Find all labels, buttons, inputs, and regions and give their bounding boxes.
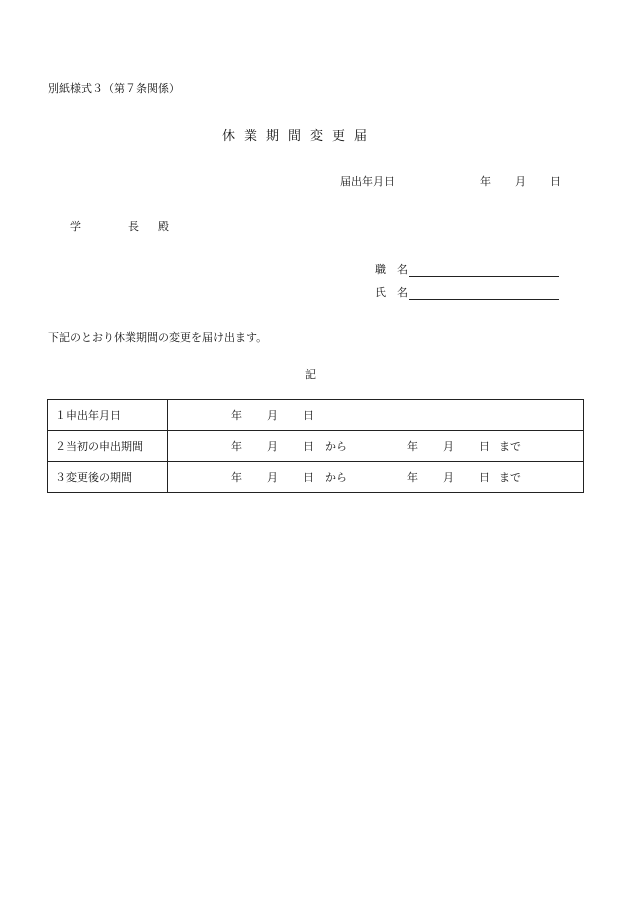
row-values[interactable] <box>168 400 584 431</box>
month-unit: 月 <box>267 440 278 453</box>
row-label: ３変更後の期間 <box>48 462 168 493</box>
table-row <box>48 431 584 462</box>
year-unit: 年 <box>231 471 242 484</box>
table-row <box>48 462 584 493</box>
from-text: から <box>325 440 347 453</box>
to-text: まで <box>499 471 521 484</box>
month-unit: 月 <box>267 409 278 422</box>
year-unit: 年 <box>407 440 418 453</box>
addressee <box>70 218 169 234</box>
position-field[interactable] <box>375 261 559 277</box>
form-reference: 別紙様式３（第７条関係） <box>48 82 180 95</box>
addressee-part2: 長 <box>128 220 139 233</box>
submission-month: 月 <box>515 175 526 188</box>
year-unit: 年 <box>407 471 418 484</box>
row-label: １申出年月日 <box>48 400 168 431</box>
day-unit: 日 <box>303 440 314 453</box>
period-table <box>47 399 584 493</box>
day-unit: 日 <box>479 471 490 484</box>
ki-heading: 記 <box>305 368 316 381</box>
month-unit: 月 <box>267 471 278 484</box>
position-label: 職 名 <box>375 263 408 276</box>
addressee-part1: 学 <box>70 220 81 233</box>
from-text: から <box>325 471 347 484</box>
year-unit: 年 <box>231 409 242 422</box>
name-field[interactable] <box>375 284 559 300</box>
submission-date-label: 届出年月日 <box>340 175 395 188</box>
day-unit: 日 <box>303 471 314 484</box>
table-row <box>48 400 584 431</box>
name-input-line[interactable] <box>409 286 559 300</box>
row-values[interactable] <box>168 431 584 462</box>
submission-year: 年 <box>480 175 491 188</box>
submission-day: 日 <box>550 175 561 188</box>
day-unit: 日 <box>303 409 314 422</box>
position-input-line[interactable] <box>409 263 559 277</box>
document-title: 休業期間変更届 <box>222 129 377 144</box>
year-unit: 年 <box>231 440 242 453</box>
body-text: 下記のとおり休業期間の変更を届け出ます。 <box>48 331 268 344</box>
month-unit: 月 <box>443 471 454 484</box>
addressee-honorific: 殿 <box>158 220 169 233</box>
submission-date <box>480 173 561 189</box>
day-unit: 日 <box>479 440 490 453</box>
row-label: ２当初の申出期間 <box>48 431 168 462</box>
month-unit: 月 <box>443 440 454 453</box>
name-label: 氏 名 <box>375 286 408 299</box>
row-values[interactable] <box>168 462 584 493</box>
to-text: まで <box>499 440 521 453</box>
